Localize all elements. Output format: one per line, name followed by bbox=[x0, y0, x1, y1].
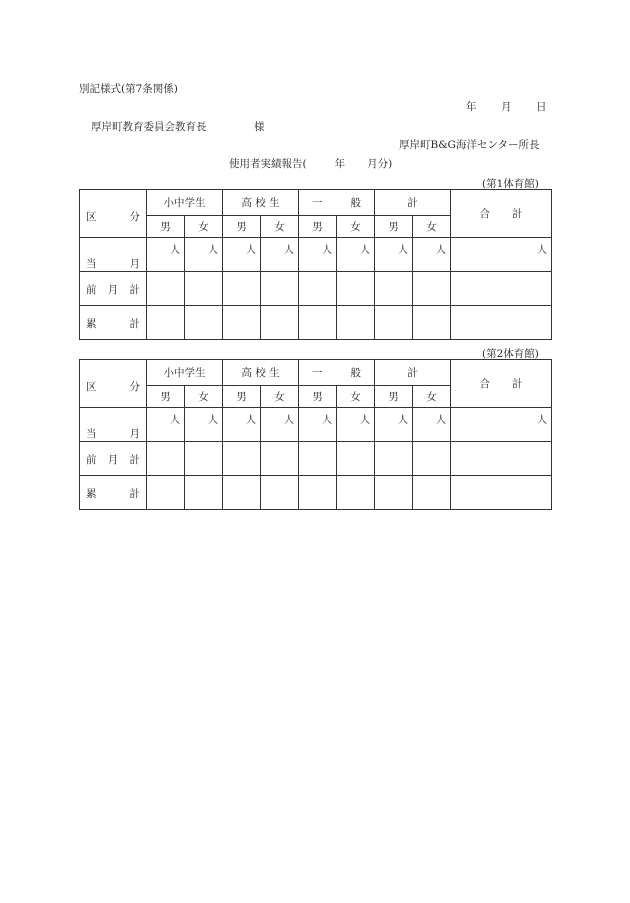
unit-cell: 人 bbox=[261, 408, 299, 442]
data-cell[interactable] bbox=[299, 306, 337, 340]
data-cell[interactable] bbox=[375, 272, 413, 306]
data-cell[interactable] bbox=[375, 476, 413, 510]
row-label-prev-month-total: 前 月 計 bbox=[80, 272, 147, 306]
sub-female: 女 bbox=[337, 386, 375, 408]
table1-caption: (第1体育館) bbox=[482, 178, 539, 190]
form-title: 別記様式(第7条関係) bbox=[79, 83, 178, 95]
unit-cell: 人 bbox=[299, 238, 337, 272]
data-cell[interactable] bbox=[299, 476, 337, 510]
report-title-year: 年 bbox=[334, 158, 346, 170]
sub-male: 男 bbox=[147, 386, 185, 408]
sub-female: 女 bbox=[261, 216, 299, 238]
group-header-subtotal: 計 bbox=[375, 190, 451, 216]
sub-female: 女 bbox=[185, 216, 223, 238]
unit-cell: 人 bbox=[413, 238, 451, 272]
unit-cell: 人 bbox=[147, 238, 185, 272]
group-header-elementary: 小中学生 bbox=[147, 190, 223, 216]
date-year-label: 年 bbox=[466, 101, 477, 113]
date-month-label: 月 bbox=[501, 101, 512, 113]
data-cell[interactable] bbox=[337, 476, 375, 510]
honorific: 様 bbox=[254, 121, 265, 133]
data-cell[interactable] bbox=[451, 306, 552, 340]
unit-cell: 人 bbox=[223, 238, 261, 272]
sub-male: 男 bbox=[375, 216, 413, 238]
unit-cell: 人 bbox=[337, 408, 375, 442]
data-cell[interactable] bbox=[261, 272, 299, 306]
report-title-month: 月分) bbox=[367, 158, 393, 170]
data-cell[interactable] bbox=[147, 272, 185, 306]
table1-gym1 bbox=[79, 189, 552, 340]
data-cell[interactable] bbox=[261, 442, 299, 476]
data-cell[interactable] bbox=[223, 442, 261, 476]
data-cell[interactable] bbox=[413, 442, 451, 476]
group-header-elementary: 小中学生 bbox=[147, 360, 223, 386]
table2-gym2 bbox=[79, 359, 552, 510]
row-label-cumulative: 累 計 bbox=[80, 476, 147, 510]
sub-male: 男 bbox=[223, 386, 261, 408]
report-title bbox=[229, 156, 392, 171]
total-header: 合 計 bbox=[451, 190, 552, 238]
data-cell[interactable] bbox=[299, 442, 337, 476]
group-header-general: 一 般 bbox=[299, 360, 375, 386]
data-cell[interactable] bbox=[299, 272, 337, 306]
data-cell[interactable] bbox=[147, 442, 185, 476]
data-cell[interactable] bbox=[337, 272, 375, 306]
sub-female: 女 bbox=[413, 386, 451, 408]
data-cell[interactable] bbox=[185, 476, 223, 510]
data-cell[interactable] bbox=[185, 272, 223, 306]
sub-male: 男 bbox=[299, 386, 337, 408]
unit-cell: 人 bbox=[185, 238, 223, 272]
data-cell[interactable] bbox=[337, 306, 375, 340]
unit-cell: 人 bbox=[451, 238, 552, 272]
unit-cell: 人 bbox=[223, 408, 261, 442]
unit-cell: 人 bbox=[147, 408, 185, 442]
data-cell[interactable] bbox=[223, 476, 261, 510]
unit-cell: 人 bbox=[185, 408, 223, 442]
group-header-subtotal: 計 bbox=[375, 360, 451, 386]
data-cell[interactable] bbox=[413, 306, 451, 340]
unit-cell: 人 bbox=[261, 238, 299, 272]
table2-caption: (第2体育館) bbox=[482, 348, 539, 360]
data-cell[interactable] bbox=[147, 476, 185, 510]
data-cell[interactable] bbox=[337, 442, 375, 476]
data-cell[interactable] bbox=[223, 306, 261, 340]
sub-female: 女 bbox=[337, 216, 375, 238]
unit-cell: 人 bbox=[375, 408, 413, 442]
row-label-cumulative: 累 計 bbox=[80, 306, 147, 340]
unit-cell: 人 bbox=[375, 238, 413, 272]
data-cell[interactable] bbox=[261, 476, 299, 510]
sub-male: 男 bbox=[223, 216, 261, 238]
unit-cell: 人 bbox=[413, 408, 451, 442]
data-cell[interactable] bbox=[185, 306, 223, 340]
report-title-prefix: 使用者実績報告( bbox=[229, 158, 307, 170]
unit-cell: 人 bbox=[299, 408, 337, 442]
group-header-highschool: 高 校 生 bbox=[223, 360, 299, 386]
row-label-this-month: 当 月 bbox=[80, 408, 147, 442]
sub-female: 女 bbox=[413, 216, 451, 238]
addressee: 厚岸町教育委員会教育長 bbox=[91, 121, 207, 133]
row-label-this-month: 当 月 bbox=[80, 238, 147, 272]
unit-cell: 人 bbox=[337, 238, 375, 272]
data-cell[interactable] bbox=[147, 306, 185, 340]
data-cell[interactable] bbox=[185, 442, 223, 476]
date-day-label: 日 bbox=[536, 101, 547, 113]
data-cell[interactable] bbox=[223, 272, 261, 306]
data-cell[interactable] bbox=[375, 442, 413, 476]
data-cell[interactable] bbox=[413, 272, 451, 306]
category-header: 区 分 bbox=[80, 360, 147, 408]
group-header-highschool: 高 校 生 bbox=[223, 190, 299, 216]
row-label-prev-month-total: 前 月 計 bbox=[80, 442, 147, 476]
sub-male: 男 bbox=[299, 216, 337, 238]
data-cell[interactable] bbox=[375, 306, 413, 340]
unit-cell: 人 bbox=[451, 408, 552, 442]
total-header: 合 計 bbox=[451, 360, 552, 408]
data-cell[interactable] bbox=[451, 476, 552, 510]
category-header: 区 分 bbox=[80, 190, 147, 238]
sender: 厚岸町B&G海洋センター所長 bbox=[399, 139, 540, 151]
group-header-general: 一 般 bbox=[299, 190, 375, 216]
sub-male: 男 bbox=[375, 386, 413, 408]
sub-female: 女 bbox=[261, 386, 299, 408]
data-cell[interactable] bbox=[451, 442, 552, 476]
data-cell[interactable] bbox=[451, 272, 552, 306]
sub-male: 男 bbox=[147, 216, 185, 238]
sub-female: 女 bbox=[185, 386, 223, 408]
data-cell[interactable] bbox=[413, 476, 451, 510]
data-cell[interactable] bbox=[261, 306, 299, 340]
